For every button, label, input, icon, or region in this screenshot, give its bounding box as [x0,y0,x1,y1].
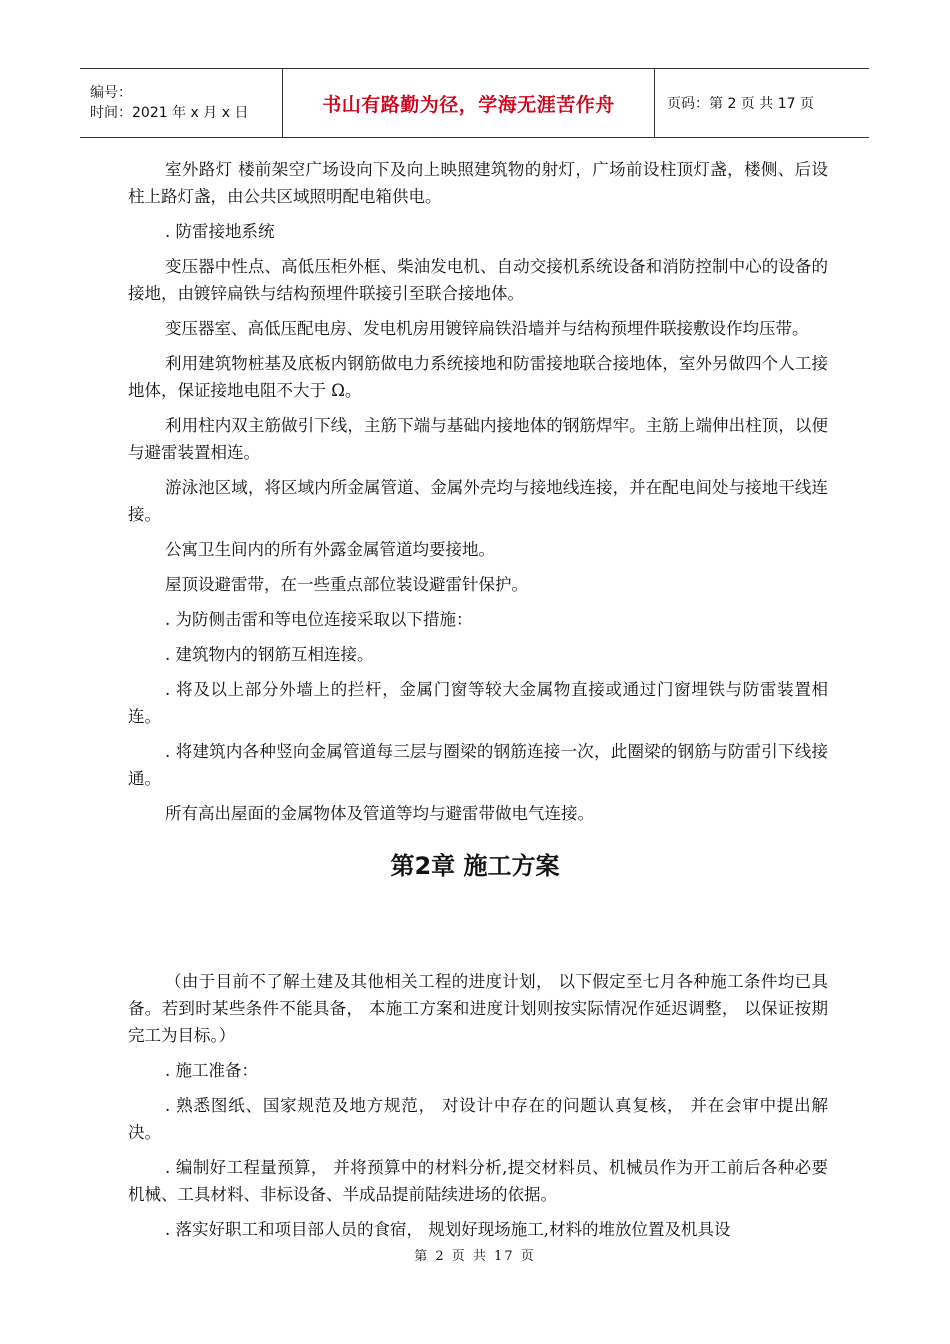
header-page-info [655,69,869,137]
page-number-info: 页码：第 2 页 共 17 页 [667,96,814,112]
paragraph: 变压器室、高低压配电房、发电机房用镀锌扁铁沿墙并与结构预埋件联接敷设作均压带。 [165,319,809,338]
paragraph: （由于目前不了解土建及其他相关工程的进度计划， 以下假定至七月各种施工条件均已具备。若到时某些条件不能具备， 本施工方案和进度计划则按实际情况作延迟调整， 以保证按期完工为目标。） [128,972,828,1045]
section-lightning-protection [128,156,828,835]
document-date: 时间：2021 年 x 月 x 日 [90,105,249,121]
paragraph: 公寓卫生间内的所有外露金属管道均要接地。 [165,540,495,559]
paragraph: . 建筑物内的钢筋互相连接。 [165,645,374,664]
paragraph: 利用柱内双主筋做引下线，主筋下端与基础内接地体的钢筋焊牢。主筋上端伸出柱顶，以便与避雷装置相连。 [128,416,828,462]
header-meta [80,69,282,137]
paragraph: . 为防侧击雷和等电位连接采取以下措施： [165,610,473,629]
paragraph: . 将及以上部分外墙上的拦杆，金属门窗等较大金属物直接或通过门窗埋铁与防雷装置相连。 [128,680,828,726]
chapter-title: 第2章 施工方案 [390,852,560,880]
section-construction-plan [128,968,828,1251]
paragraph: 屋顶设避雷带，在一些重点部位装设避雷针保护。 [165,575,528,594]
motto-text: 书山有路勤为径，学海无涯苦作舟 [322,93,615,116]
paragraph: . 将建筑内各种竖向金属管道每三层与圈梁的钢筋连接一次，此圈梁的钢筋与防雷引下线接通。 [128,742,828,788]
paragraph: . 落实好职工和项目部人员的食宿， 规划好现场施工,材料的堆放位置及机具设 [165,1220,731,1239]
page-footer: 第 2 页 共 17 页 [414,1249,536,1264]
header-motto [282,69,655,137]
paragraph: . 熟悉图纸、国家规范及地方规范， 对设计中存在的问题认真复核， 并在会审中提出解决。 [128,1096,828,1142]
document-code-label: 编号： [90,85,132,101]
paragraph: . 施工准备： [165,1061,258,1080]
paragraph: 室外路灯 楼前架空广场设向下及向上映照建筑物的射灯，广场前设柱顶灯盏，楼侧、后设柱上路灯盏，由公共区域照明配电箱供电。 [128,160,828,206]
page-header [80,68,869,138]
paragraph: . 编制好工程量预算， 并将预算中的材料分析,提交材料员、机械员作为开工前后各种必要机械、工具材料、非标设备、半成品提前陆续进场的依据。 [128,1158,828,1204]
paragraph: 所有高出屋面的金属物体及管道等均与避雷带做电气连接。 [165,804,594,823]
paragraph: . 防雷接地系统 [165,222,275,241]
paragraph: 变压器中性点、高低压柜外框、柴油发电机、自动交接机系统设备和消防控制中心的设备的接地，由镀锌扁铁与结构预埋件联接引至联合接地体。 [128,257,828,303]
paragraph: 游泳池区域，将区域内所金属管道、金属外壳均与接地线连接，并在配电间处与接地干线连接。 [128,478,828,524]
paragraph: 利用建筑物桩基及底板内钢筋做电力系统接地和防雷接地联合接地体，室外另做四个人工接地体，保证接地电阻不大于 Ω。 [128,354,828,400]
